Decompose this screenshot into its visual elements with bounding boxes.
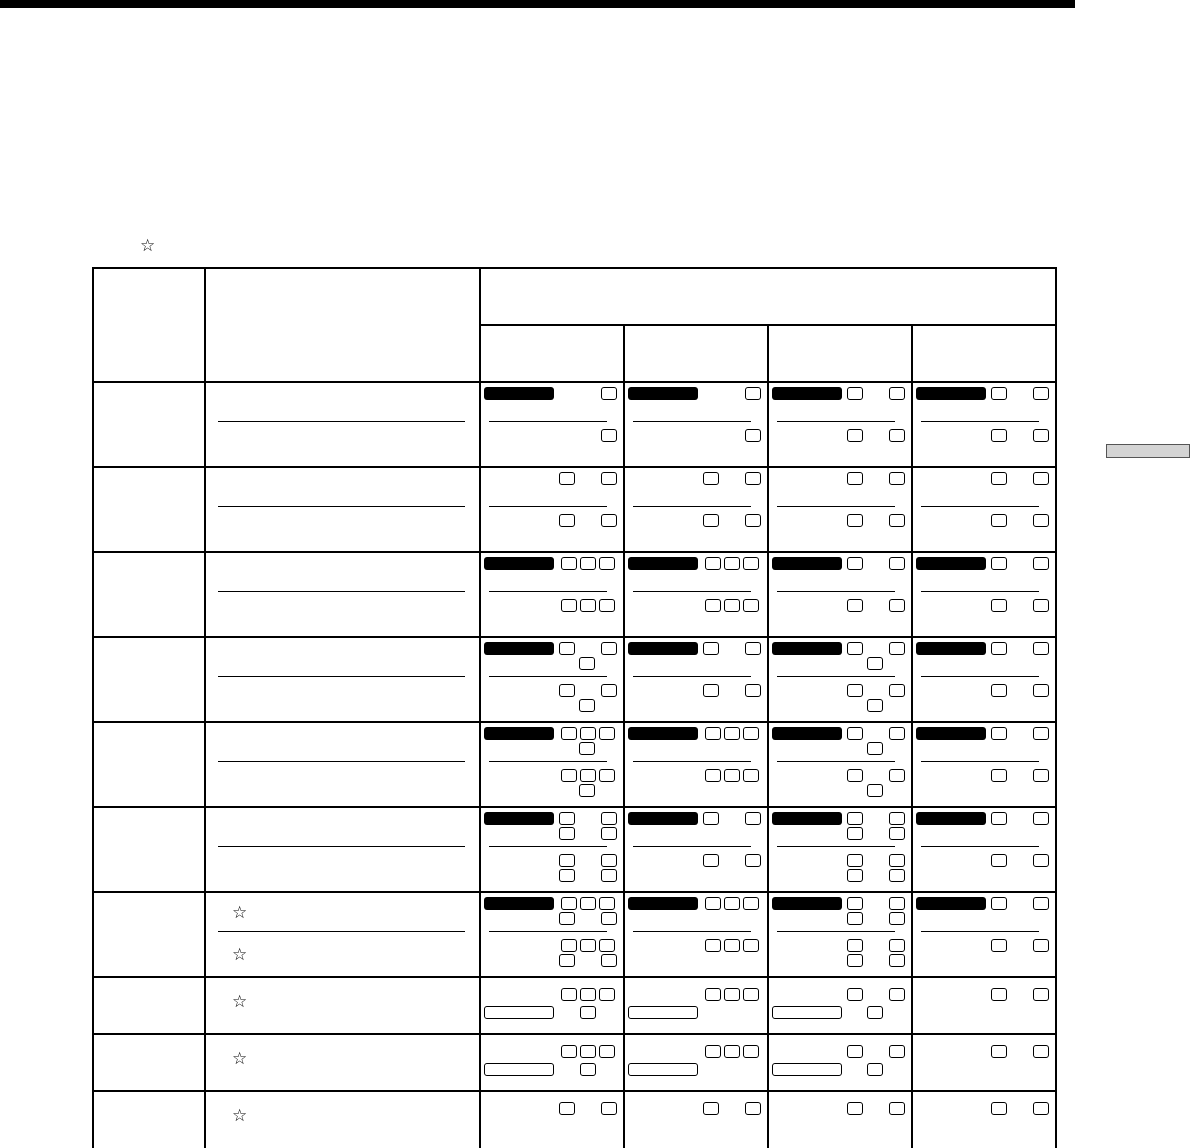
key-black-bar [628, 642, 698, 655]
key-black-bar [628, 812, 698, 825]
key-square [991, 939, 1007, 952]
key-square [561, 599, 577, 612]
star-icon: ☆ [232, 903, 248, 922]
key-outline-bar [772, 1006, 842, 1019]
row-divider [92, 636, 1057, 638]
key-square [1033, 897, 1049, 910]
key-square [745, 387, 761, 400]
row-divider [92, 891, 1057, 893]
key-square [724, 988, 740, 1001]
cell-subdivider [489, 846, 607, 847]
key-square [991, 429, 1007, 442]
key-square [561, 988, 577, 1001]
key-square [601, 812, 617, 825]
cell-subdivider [777, 506, 895, 507]
cell-subdivider [489, 591, 607, 592]
key-square [889, 897, 905, 910]
key-square [847, 1045, 863, 1058]
key-square [1033, 769, 1049, 782]
key-square [580, 599, 596, 612]
key-square [705, 599, 721, 612]
key-square [599, 1045, 615, 1058]
key-square [561, 769, 577, 782]
key-black-bar [916, 812, 986, 825]
key-square [847, 642, 863, 655]
key-square [889, 599, 905, 612]
cell-subdivider [777, 676, 895, 677]
row-divider [92, 466, 1057, 468]
key-black-bar [484, 727, 554, 740]
key-square [703, 642, 719, 655]
section-tab [1106, 444, 1190, 458]
cell-subdivider [489, 931, 607, 932]
key-square [889, 954, 905, 967]
cell-subdivider [489, 676, 607, 677]
key-square [561, 727, 577, 740]
key-black-bar [916, 557, 986, 570]
key-square [743, 988, 759, 1001]
key-square [601, 429, 617, 442]
key-square [580, 769, 596, 782]
key-square [599, 939, 615, 952]
key-square [889, 1045, 905, 1058]
cell-subdivider [777, 421, 895, 422]
key-black-bar [484, 387, 554, 400]
key-black-bar [484, 812, 554, 825]
star-icon: ☆ [232, 992, 248, 1011]
key-square [705, 897, 721, 910]
key-black-bar [772, 557, 842, 570]
key-square [745, 684, 761, 697]
key-square [889, 642, 905, 655]
key-square [561, 939, 577, 952]
column-divider [767, 324, 769, 1148]
row-divider [92, 381, 1057, 383]
key-square [561, 1045, 577, 1058]
key-square [580, 1063, 596, 1076]
key-square [599, 557, 615, 570]
key-square [745, 854, 761, 867]
cell-subdivider [777, 931, 895, 932]
key-black-bar [772, 642, 842, 655]
key-black-bar [484, 897, 554, 910]
key-square [1033, 1102, 1049, 1115]
key-square [743, 727, 759, 740]
key-black-bar [484, 557, 554, 570]
key-square [847, 769, 863, 782]
key-square [889, 557, 905, 570]
key-square [601, 642, 617, 655]
key-square [559, 954, 575, 967]
key-square [599, 769, 615, 782]
key-square [889, 684, 905, 697]
key-square [580, 897, 596, 910]
key-square [847, 854, 863, 867]
cell-subdivider [633, 421, 751, 422]
key-square [991, 387, 1007, 400]
row-divider [92, 721, 1057, 723]
key-square [703, 812, 719, 825]
key-square [1033, 812, 1049, 825]
key-square [745, 472, 761, 485]
cell-subdivider [633, 761, 751, 762]
key-square [889, 939, 905, 952]
key-square [705, 769, 721, 782]
key-square [580, 939, 596, 952]
key-square [991, 599, 1007, 612]
key-square [847, 599, 863, 612]
key-square [889, 812, 905, 825]
key-square [1033, 514, 1049, 527]
key-square [599, 897, 615, 910]
key-square [601, 472, 617, 485]
cell-subdivider [633, 931, 751, 932]
key-square [867, 699, 883, 712]
key-square [847, 988, 863, 1001]
key-square [991, 472, 1007, 485]
row-divider [92, 976, 1057, 978]
key-square [1033, 684, 1049, 697]
key-square [724, 939, 740, 952]
key-square [601, 827, 617, 840]
key-outline-bar [484, 1006, 554, 1019]
key-square [561, 897, 577, 910]
key-square [559, 854, 575, 867]
column-divider [911, 324, 913, 1148]
key-square [559, 684, 575, 697]
row-subdivider [218, 676, 465, 677]
key-square [580, 1006, 596, 1019]
key-square [1033, 988, 1049, 1001]
star-note-symbol: ☆ [140, 236, 156, 255]
key-square [1033, 429, 1049, 442]
header-rule [0, 0, 1075, 8]
key-square [847, 812, 863, 825]
key-square [601, 954, 617, 967]
key-square [745, 642, 761, 655]
key-square [705, 727, 721, 740]
key-black-bar [484, 642, 554, 655]
key-square [847, 827, 863, 840]
key-square [580, 727, 596, 740]
key-square [847, 912, 863, 925]
key-square [847, 684, 863, 697]
key-square [601, 854, 617, 867]
cell-subdivider [921, 761, 1039, 762]
key-black-bar [772, 812, 842, 825]
key-square [1033, 642, 1049, 655]
key-outline-bar [772, 1063, 842, 1076]
cell-subdivider [633, 846, 751, 847]
key-square [559, 869, 575, 882]
key-square [847, 557, 863, 570]
key-square [867, 1063, 883, 1076]
key-square [991, 727, 1007, 740]
key-square [601, 1102, 617, 1115]
key-square [559, 912, 575, 925]
key-square [724, 557, 740, 570]
row-subdivider [218, 591, 465, 592]
key-square [847, 897, 863, 910]
key-square [743, 769, 759, 782]
key-square [867, 657, 883, 670]
key-square [580, 557, 596, 570]
key-square [847, 939, 863, 952]
key-square [847, 869, 863, 882]
key-square [991, 1045, 1007, 1058]
cell-subdivider [777, 761, 895, 762]
cell-subdivider [921, 676, 1039, 677]
star-icon: ☆ [232, 1106, 248, 1125]
key-square [601, 387, 617, 400]
key-square [867, 1006, 883, 1019]
row-subdivider [218, 931, 465, 932]
column-divider [479, 267, 481, 1148]
key-black-bar [628, 897, 698, 910]
cell-subdivider [633, 591, 751, 592]
key-square [889, 472, 905, 485]
key-square [1033, 727, 1049, 740]
key-black-bar [916, 727, 986, 740]
cell-subdivider [921, 591, 1039, 592]
key-square [1033, 472, 1049, 485]
key-square [601, 912, 617, 925]
key-square [579, 742, 595, 755]
key-black-bar [916, 897, 986, 910]
key-square [559, 812, 575, 825]
key-square [743, 599, 759, 612]
key-square [847, 472, 863, 485]
key-square [991, 897, 1007, 910]
key-square [601, 684, 617, 697]
key-square [724, 1045, 740, 1058]
key-square [703, 1102, 719, 1115]
key-square [847, 429, 863, 442]
key-square [991, 812, 1007, 825]
key-square [705, 557, 721, 570]
key-black-bar [772, 387, 842, 400]
key-square [599, 599, 615, 612]
cell-subdivider [921, 506, 1039, 507]
cell-subdivider [633, 676, 751, 677]
key-square [743, 897, 759, 910]
key-square [889, 869, 905, 882]
key-square [724, 897, 740, 910]
key-square [703, 472, 719, 485]
key-square [580, 988, 596, 1001]
key-square [889, 912, 905, 925]
key-square [745, 514, 761, 527]
cell-subdivider [489, 506, 607, 507]
row-subdivider [218, 421, 465, 422]
key-outline-bar [484, 1063, 554, 1076]
star-icon: ☆ [232, 945, 248, 964]
key-square [991, 557, 1007, 570]
key-square [601, 869, 617, 882]
row-subdivider [218, 506, 465, 507]
cell-subdivider [489, 761, 607, 762]
key-square [743, 557, 759, 570]
key-square [599, 988, 615, 1001]
key-square [1033, 854, 1049, 867]
row-divider [92, 551, 1057, 553]
key-square [703, 684, 719, 697]
key-black-bar [916, 642, 986, 655]
key-black-bar [772, 897, 842, 910]
key-square [1033, 939, 1049, 952]
cell-subdivider [921, 931, 1039, 932]
cell-subdivider [633, 506, 751, 507]
key-square [889, 854, 905, 867]
key-black-bar [628, 727, 698, 740]
key-black-bar [772, 727, 842, 740]
key-square [705, 988, 721, 1001]
key-square [847, 514, 863, 527]
key-square [745, 812, 761, 825]
key-square [889, 1102, 905, 1115]
key-square [559, 514, 575, 527]
row-subdivider [218, 846, 465, 847]
key-black-bar [916, 387, 986, 400]
key-square [867, 784, 883, 797]
star-icon: ☆ [232, 1049, 248, 1068]
key-square [889, 429, 905, 442]
key-square [580, 1045, 596, 1058]
key-square [705, 1045, 721, 1058]
key-square [991, 769, 1007, 782]
cell-subdivider [921, 421, 1039, 422]
key-outline-bar [628, 1006, 698, 1019]
key-square [1033, 1045, 1049, 1058]
key-square [745, 1102, 761, 1115]
key-square [1033, 599, 1049, 612]
key-square [889, 827, 905, 840]
row-divider [92, 1033, 1057, 1035]
key-square [703, 514, 719, 527]
key-square [847, 387, 863, 400]
cell-subdivider [777, 591, 895, 592]
key-square [991, 642, 1007, 655]
cell-subdivider [489, 421, 607, 422]
key-square [991, 854, 1007, 867]
row-subdivider [218, 761, 465, 762]
key-square [867, 742, 883, 755]
key-square [743, 1045, 759, 1058]
key-square [991, 1102, 1007, 1115]
key-square [579, 699, 595, 712]
key-square [559, 1102, 575, 1115]
key-square [743, 939, 759, 952]
key-square [561, 557, 577, 570]
column-divider [623, 324, 625, 1148]
key-square [599, 727, 615, 740]
key-square [724, 599, 740, 612]
key-square [559, 642, 575, 655]
key-square [991, 684, 1007, 697]
key-square [889, 988, 905, 1001]
key-square [847, 727, 863, 740]
column-divider [204, 267, 206, 1148]
key-square [847, 954, 863, 967]
key-square [1033, 557, 1049, 570]
cell-subdivider [777, 846, 895, 847]
key-square [889, 514, 905, 527]
key-square [991, 988, 1007, 1001]
key-square [559, 472, 575, 485]
key-black-bar [628, 387, 698, 400]
key-square [579, 657, 595, 670]
key-square [889, 769, 905, 782]
key-square [724, 769, 740, 782]
key-square [559, 827, 575, 840]
key-square [579, 784, 595, 797]
key-black-bar [628, 557, 698, 570]
key-square [705, 939, 721, 952]
key-square [1033, 387, 1049, 400]
row-divider [92, 1090, 1057, 1092]
key-square [889, 727, 905, 740]
key-square [745, 429, 761, 442]
key-square [601, 514, 617, 527]
key-square [724, 727, 740, 740]
row-divider [92, 806, 1057, 808]
key-square [703, 854, 719, 867]
key-square [847, 1102, 863, 1115]
key-square [991, 514, 1007, 527]
key-square [889, 387, 905, 400]
key-outline-bar [628, 1063, 698, 1076]
cell-subdivider [921, 846, 1039, 847]
